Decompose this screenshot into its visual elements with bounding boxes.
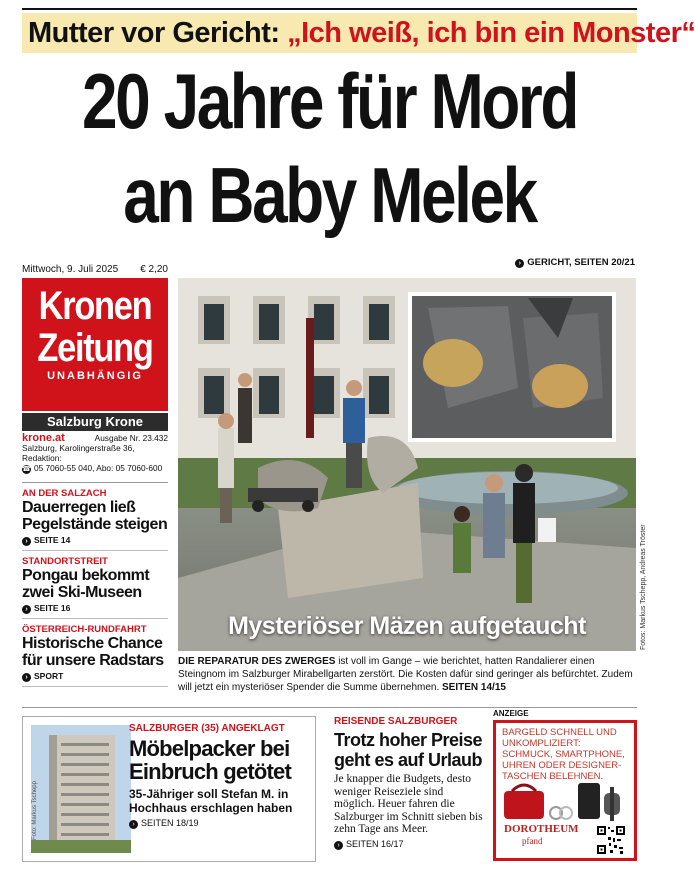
newspaper-logo[interactable] <box>22 278 168 411</box>
issue-number: Ausgabe Nr. 23.432 <box>94 433 168 443</box>
teaser-category: STANDORTSTREIT <box>22 556 108 567</box>
arrow-bullet-icon: › <box>22 673 31 682</box>
advertisement[interactable] <box>493 720 637 861</box>
top-rule <box>22 8 637 10</box>
arrow-bullet-icon: › <box>22 537 31 546</box>
story-column-mid[interactable] <box>334 716 484 850</box>
dateline <box>22 264 168 275</box>
phone-icon: ☎ <box>22 466 31 473</box>
ad-products-illustration <box>504 779 628 823</box>
main-story-photo[interactable] <box>178 278 636 651</box>
ad-brand-sub: pfand <box>522 836 543 846</box>
ad-text: BARGELD SCHNELL UND UNKOMPLIZIERT: SCHMUCK, SMARTPHONE, UHREN ODER DESIGNER-TASCHEN BELEHNEN. <box>502 727 625 782</box>
arrow-bullet-icon: › <box>22 605 31 614</box>
kicker-quote: „Ich weiß, ich bin ein Monster“ <box>287 17 695 49</box>
logo-line-2: Zeitung <box>37 326 153 370</box>
teaser-category: AN DER SALZACH <box>22 488 107 499</box>
teaser-item[interactable] <box>22 551 168 619</box>
story-body: Je knapper die Budgets, desto weniger Reiseziele sind möglich. Heuer fahren die Salzburger im Schnitt sieben bis zehn Tage ans Meer. <box>334 773 483 835</box>
issue-date: Mittwoch, 9. Juli 2025 <box>22 264 119 275</box>
story-box-left[interactable] <box>22 716 316 862</box>
story-title: Trotz hoher Preise geht es auf Urlaub <box>334 730 483 770</box>
ad-label: ANZEIGE <box>493 709 529 718</box>
story-pages: SEITEN 14/15 <box>442 682 506 693</box>
teaser-item[interactable] <box>22 483 168 551</box>
ad-brand: DOROTHEUM <box>504 823 579 835</box>
story-category: SALZBURGER (35) ANGEKLAGT <box>129 723 285 734</box>
arrow-bullet-icon: › <box>515 259 524 268</box>
story-page: SEITEN 16/17 <box>346 838 404 849</box>
lead-bold: DIE REPARATUR DES ZWERGES <box>178 656 336 667</box>
headline-page-ref[interactable]: › GERICHT, SEITEN 20/21 <box>515 257 635 268</box>
photo-overlay-title: Mysteriöser Mäzen aufgetaucht <box>228 612 586 640</box>
teaser-category: ÖSTERREICH-RUNDFAHRT <box>22 624 147 635</box>
story-title: Möbelpacker bei Einbruch getötet <box>129 736 291 784</box>
website-link[interactable]: krone.at <box>22 432 65 444</box>
masthead-info <box>22 433 168 474</box>
qr-code-icon[interactable] <box>596 825 626 855</box>
building-photo-credit: Foto: Markus Tschepp <box>32 781 38 840</box>
garden-scene-illustration <box>178 278 636 651</box>
main-story-text[interactable] <box>178 655 636 694</box>
phone-numbers: 05 7060-55 040, Abo: 05 7060-600 <box>34 463 163 473</box>
teaser-page: SPORT <box>34 671 64 681</box>
kicker-prefix: Mutter vor Gericht: <box>28 17 288 49</box>
lead-body: ist voll im Gange – wie berichtet, hatten Randalierer einen Steingnom im Salzburger Mirabellgarten zerstört. Die Kosten dafür sind geringer als befürchtet. Zudem will jetzt ein mysteriöser Spender die Summe übernehmen. <box>178 656 633 693</box>
arrow-bullet-icon: › <box>129 820 138 829</box>
teaser-title: Historische Chance für unsere Radstars <box>22 635 164 669</box>
teaser-title: Pongau bekommt zwei Ski-Museen <box>22 567 150 601</box>
arrow-bullet-icon: › <box>334 841 343 850</box>
headline-line-1: 20 Jahre für Mord <box>82 57 577 145</box>
regional-edition: Salzburg Krone <box>22 413 168 431</box>
teaser-item[interactable] <box>22 619 168 687</box>
teaser-list <box>22 482 168 687</box>
photo-credit: Fotos: Markus Tschepp, Andreas Tröster <box>640 524 647 650</box>
teaser-page: SEITE 16 <box>34 603 71 613</box>
story-page: SEITEN 18/19 <box>141 818 199 828</box>
issue-price: € 2,20 <box>140 264 168 275</box>
main-headline[interactable] <box>77 54 581 242</box>
section-divider <box>22 707 637 708</box>
headline-line-2: an Baby Melek <box>123 151 536 239</box>
logo-line-1: Kronen <box>38 284 152 328</box>
address: Salzburg, Karolingerstraße 36, Redaktion: <box>22 443 135 463</box>
logo-tagline: UNABHÄNGIG <box>47 370 143 382</box>
kicker-banner[interactable] <box>22 13 695 53</box>
teaser-title: Dauerregen ließ Pegelstände steigen <box>22 499 168 533</box>
building-photo <box>31 725 131 853</box>
story-category: REISENDE SALZBURGER <box>334 716 458 727</box>
story-subtitle: 35-Jähriger soll Stefan M. in Hochhaus erschlagen haben <box>129 787 293 815</box>
teaser-page: SEITE 14 <box>34 535 71 545</box>
